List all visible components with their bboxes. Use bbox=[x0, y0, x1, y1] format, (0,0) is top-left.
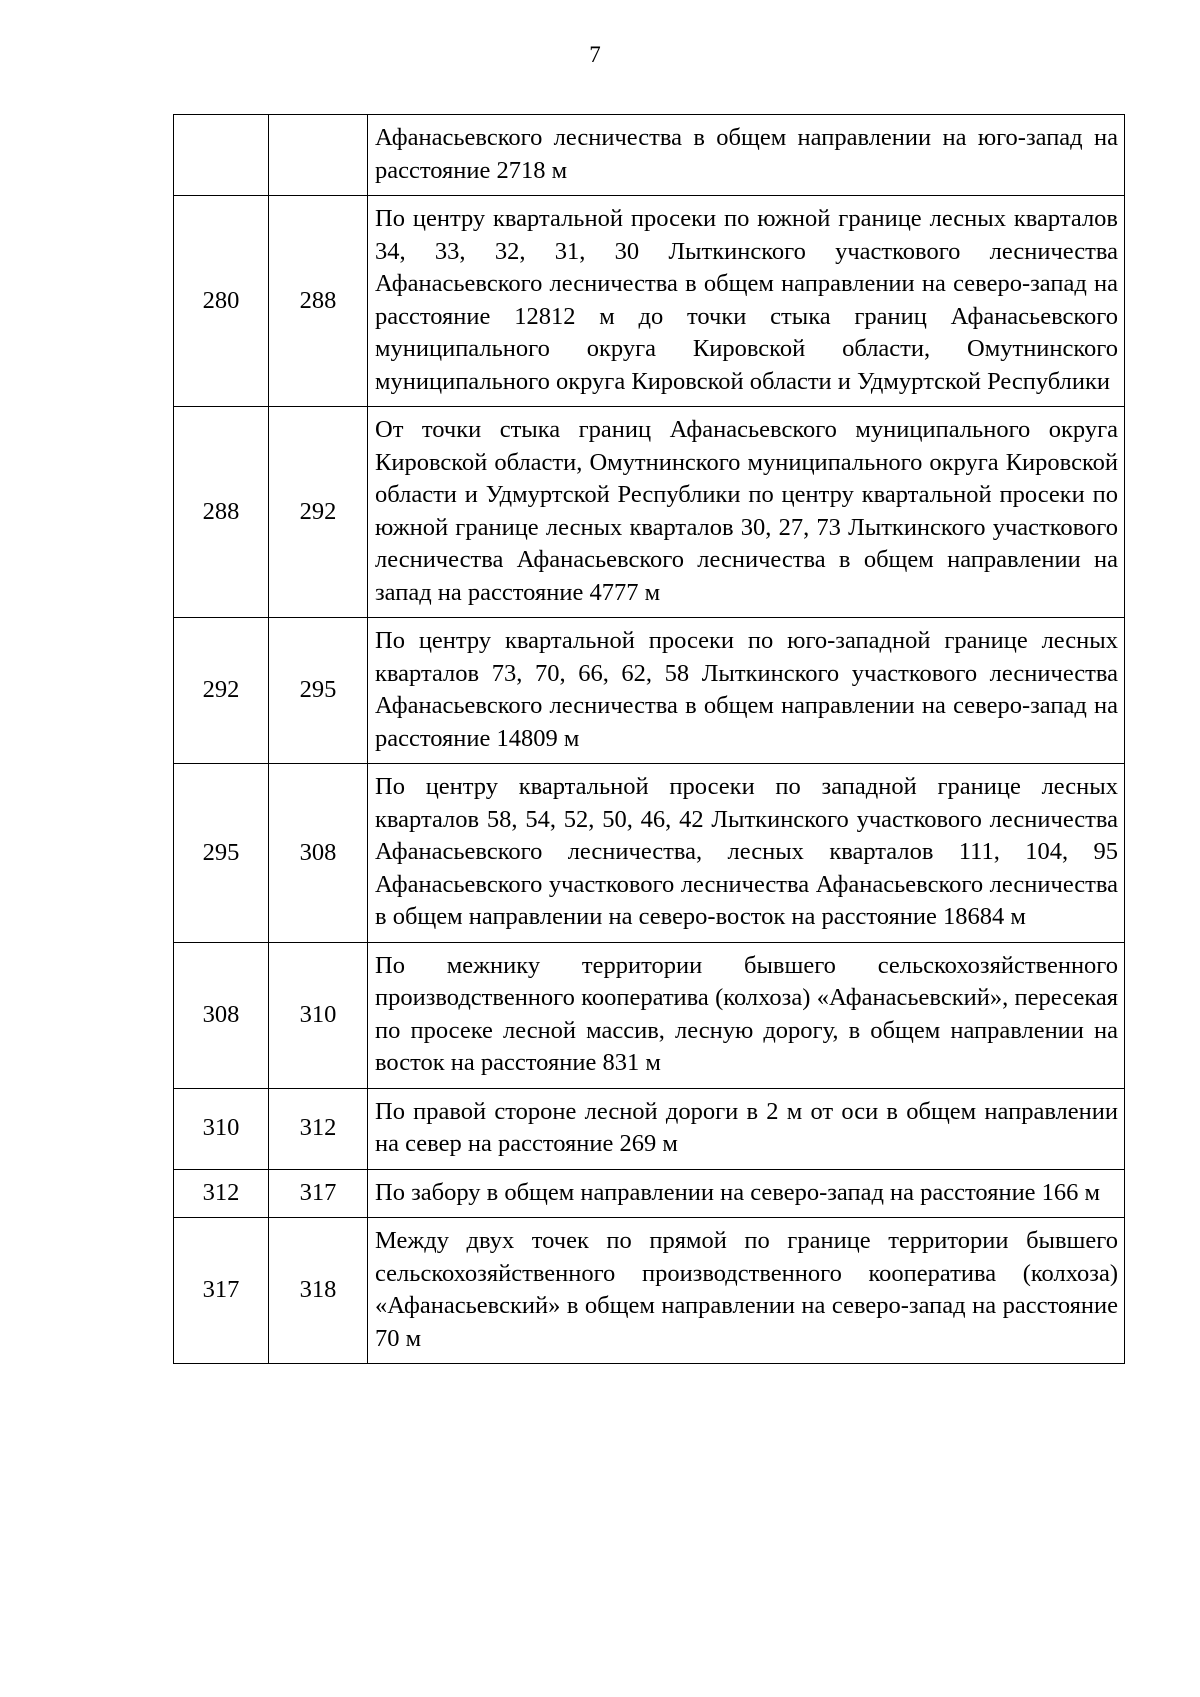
table-row bbox=[174, 196, 1125, 407]
from-point-cell: 312 bbox=[174, 1169, 269, 1218]
from-point-cell: 310 bbox=[174, 1088, 269, 1169]
page-number: 7 bbox=[589, 42, 601, 67]
boundary-description-cell: От точки стыка границ Афанасьевского муниципального округа Кировской области, Омутнинского муниципального округа Кировской области и Удмуртской Республики по центру квартальной просеки по южной границе лесных кварталов 30, 27, 73 Лыткинского участкового лесничества Афанасьевского лесничества в общем направлении на запад на расстояние 4777 м bbox=[368, 407, 1125, 618]
boundary-description-cell: По центру квартальной просеки по южной границе лесных кварталов 34, 33, 32, 31, 30 Лыткинского участкового лесничества Афанасьевского лесничества в общем направлении на северо-запад на расстояние 12812 м до точки стыка границ Афанасьевского муниципального округа Кировской области, Омутнинского муниципального округа Кировской области и Удмуртской Республики bbox=[368, 196, 1125, 407]
boundary-description-cell: По межнику территории бывшего сельскохозяйственного производственного кооператива (колхоза) «Афанасьевский», пересекая по просеке лесной массив, лесную дорогу, в общем направлении на восток на расстояние 831 м bbox=[368, 942, 1125, 1088]
to-point-cell: 317 bbox=[269, 1169, 368, 1218]
table-row bbox=[174, 1169, 1125, 1218]
boundary-description-cell: По правой стороне лесной дороги в 2 м от оси в общем направлении на север на расстояние 269 м bbox=[368, 1088, 1125, 1169]
from-point-cell: 317 bbox=[174, 1218, 269, 1364]
to-point-cell: 312 bbox=[269, 1088, 368, 1169]
to-point-cell bbox=[269, 115, 368, 196]
boundary-description-table bbox=[173, 114, 1125, 1364]
from-point-cell: 280 bbox=[174, 196, 269, 407]
from-point-cell: 288 bbox=[174, 407, 269, 618]
boundary-description-cell: Афанасьевского лесничества в общем направлении на юго-запад на расстояние 2718 м bbox=[368, 115, 1125, 196]
to-point-cell: 310 bbox=[269, 942, 368, 1088]
to-point-cell: 318 bbox=[269, 1218, 368, 1364]
table-row bbox=[174, 115, 1125, 196]
from-point-cell: 308 bbox=[174, 942, 269, 1088]
table-row bbox=[174, 942, 1125, 1088]
to-point-cell: 292 bbox=[269, 407, 368, 618]
to-point-cell: 295 bbox=[269, 618, 368, 764]
from-point-cell: 295 bbox=[174, 764, 269, 943]
table-row bbox=[174, 407, 1125, 618]
boundary-description-cell: Между двух точек по прямой по границе территории бывшего сельскохозяйственного производственного кооператива (колхоза) «Афанасьевский» в общем направлении на северо-запад на расстояние 70 м bbox=[368, 1218, 1125, 1364]
table-row bbox=[174, 764, 1125, 943]
boundary-description-cell: По забору в общем направлении на северо-запад на расстояние 166 м bbox=[368, 1169, 1125, 1218]
to-point-cell: 308 bbox=[269, 764, 368, 943]
table-row bbox=[174, 1218, 1125, 1364]
to-point-cell: 288 bbox=[269, 196, 368, 407]
table-row bbox=[174, 1088, 1125, 1169]
table-row bbox=[174, 618, 1125, 764]
from-point-cell bbox=[174, 115, 269, 196]
from-point-cell: 292 bbox=[174, 618, 269, 764]
boundary-description-cell: По центру квартальной просеки по юго-западной границе лесных кварталов 73, 70, 66, 62, 58 Лыткинского участкового лесничества Афанасьевского лесничества в общем направлении на северо-запад на расстояние 14809 м bbox=[368, 618, 1125, 764]
boundary-description-cell: По центру квартальной просеки по западной границе лесных кварталов 58, 54, 52, 50, 46, 42 Лыткинского участкового лесничества Афанасьевского лесничества, лесных кварталов 111, 104, 95 Афанасьевского участкового лесничества Афанасьевского лесничества в общем направлении на северо-восток на расстояние 18684 м bbox=[368, 764, 1125, 943]
